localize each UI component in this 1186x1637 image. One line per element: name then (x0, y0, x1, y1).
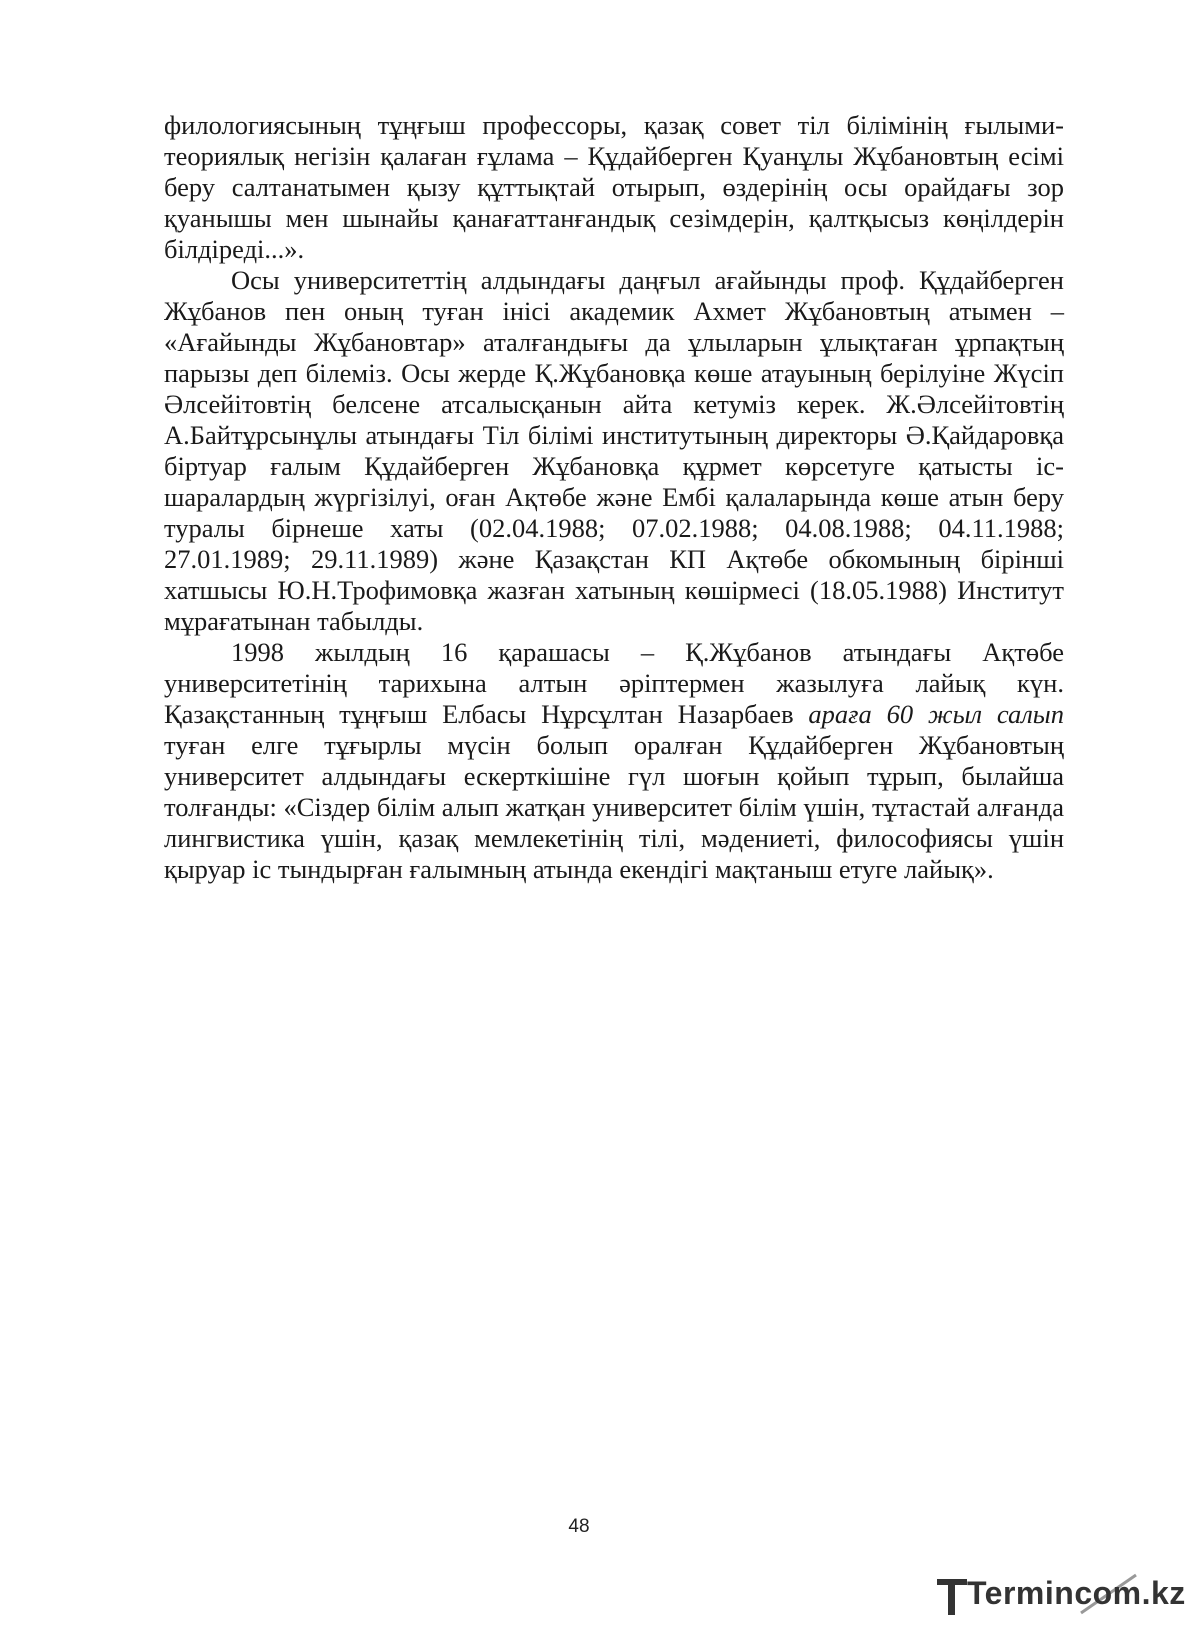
paragraph-3-part-2: туған елге тұғырлы мүсін болып оралған Құдайберген Жұбановтың университет алдындағы ескерткішіне гүл шоғын қойып тұрып, былайша толғанды: «Сіздер білім алып жатқан университет білім үшін, тұтастай алғанда лингвистика үшін, қазақ мемлекетінің тілі, мәдениеті, философиясы үшін қыруар іс тындырған ғалымның атында екендігі мақтаныш етуге лайық». (164, 730, 1064, 884)
page-body (164, 110, 1064, 885)
page-number: 48 (568, 1516, 590, 1537)
watermark (931, 1565, 1186, 1625)
paragraph-3-part-1: 1998 жылдың 16 қарашасы – Қ.Жұбанов атындағы Ақтөбе университетінің тарихына алтын әріптермен жазылуға лайық күн. Қазақстанның тұңғыш Елбасы Нұрсұлтан Назарбаев (164, 637, 1064, 729)
paragraph-3-italic: араға 60 жыл салып (808, 699, 1064, 729)
paragraph-1: филологиясының тұңғыш профессоры, қазақ совет тіл білімінің ғылыми-теориялық негізін қалаған ғұлама – Құдайберген Қуанұлы Жұбановтың есімі беру салтанатымен қызу құттықтай отырып, өздерінің осы орайдағы зор қуанышы мен шынайы қанағаттанғандық сезімдерін, қалтқысыз көңілдерін білдіреді...». (164, 110, 1064, 264)
paragraph-2: Осы университеттің алдындағы даңғыл ағайынды проф. Құдайберген Жұбанов пен оның туған інісі академик Ахмет Жұбановтың атымен – «Ағайынды Жұбановтар» аталғандығы да ұлыларын ұлықтаған ұрпақтың парызы деп білеміз. Осы жерде Қ.Жұбановқа көше атауының берілуіне Жүсіп Әлсейітовтің белсене атсалысқанын айта кетуміз керек. Ж.Әлсейітовтің А.Байтұрсынұлы атындағы Тіл білімі институтының директоры Ә.Қайдаровқа біртуар ғалым Құдайберген Жұбановқа құрмет көрсетуге қатысты іс-шаралардың жүргізілуі, оған Ақтөбе және Ембі қалаларында көше атын беру туралы бірнеше хаты (02.04.1988; 07.02.1988; 04.08.1988; 04.11.1988; 27.01.1989; 29.11.1989) және Қазақстан КП Ақтөбе обкомының бірінші хатшысы Ю.Н.Трофимовқа жазған хатының көшірмесі (18.05.1988) Институт мұрағатынан табылды. (164, 265, 1064, 636)
watermark-text: Termincom.kz (967, 1575, 1186, 1611)
paragraph-3 (164, 637, 1064, 885)
